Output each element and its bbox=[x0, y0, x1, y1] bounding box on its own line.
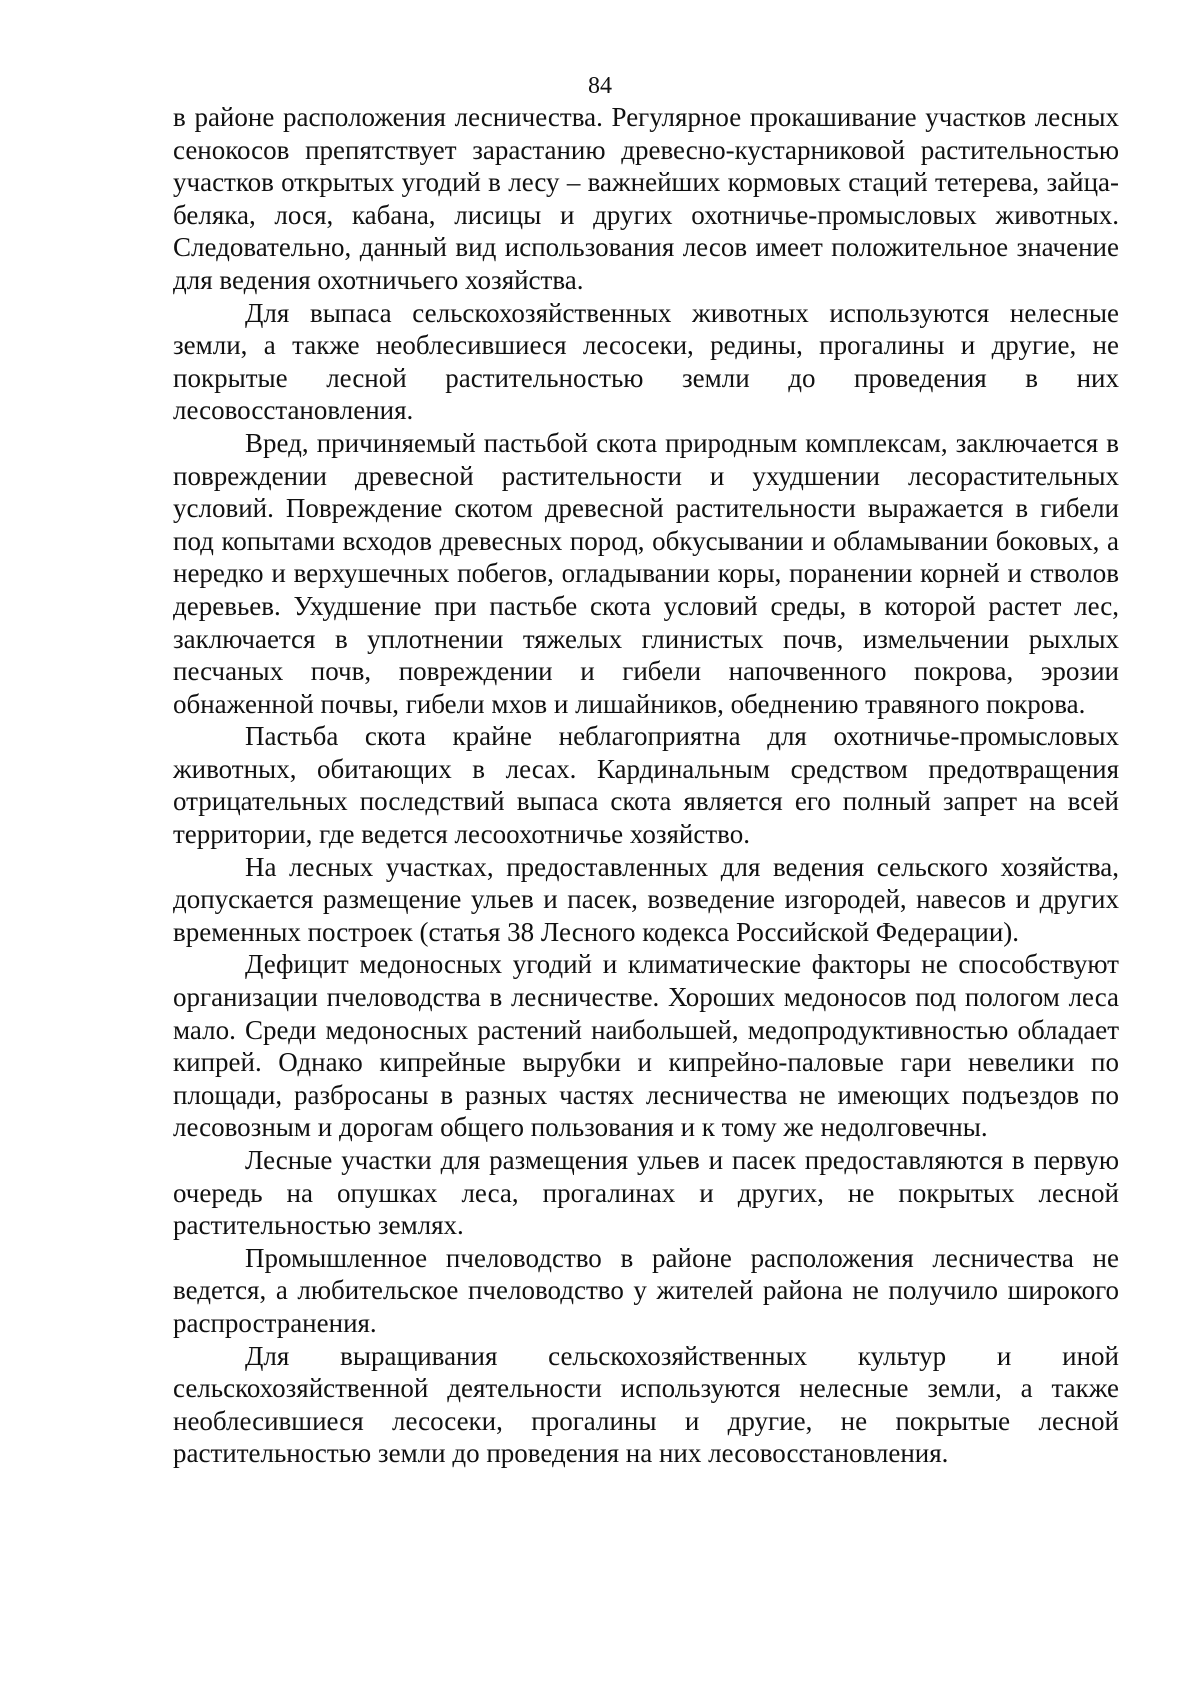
paragraph-9: Для выращивания сельскохозяйственных культур и иной сельскохозяйственной деятельности используются нелесные земли, а также необлесившиеся лесосеки, прогалины и другие, не покрытые лесной растительностью земли до проведения на них лесовосстановления. bbox=[173, 1340, 1119, 1469]
paragraph-1: в районе расположения лесничества. Регулярное прокашивание участков лесных сенокосов препятствует зарастанию древесно-кустарниковой растительностью участков открытых угодий в лесу – важнейших кормовых стаций тетерева, зайца-беляка, лося, кабана, лисицы и других охотничье-промысловых животных. Следовательно, данный вид использования лесов имеет положительное значение для ведения охотничьего хозяйства. bbox=[173, 102, 1119, 295]
paragraph-3: Вред, причиняемый пастьбой скота природным комплексам, заключается в повреждении древесной растительности и ухудшении лесорастительных условий. Повреждение скотом древесной растительности выражается в гибели под копытами всходов древесных пород, обкусывании и обламывании боковых, а нередко и верхушечных побегов, огладывании коры, поранении корней и стволов деревьев. Ухудшение при пастьбе скота условий среды, в которой растет лес, заключается в уплотнении тяжелых глинистых почв, измельчении рыхлых песчаных почв, повреждении и гибели напочвенного покрова, эрозии обнаженной почвы, гибели мхов и лишайников, обеднению травяного покрова. bbox=[173, 427, 1119, 719]
paragraph-4: Пастьба скота крайне неблагоприятна для охотничье-промысловых животных, обитающих в лесах. Кардинальным средством предотвращения отрицательных последствий выпаса скота является его полный запрет на всей территории, где ведется лесоохотничье хозяйство. bbox=[173, 721, 1119, 850]
page-number: 84 bbox=[588, 73, 612, 99]
paragraph-8: Промышленное пчеловодство в районе расположения лесничества не ведется, а любительское пчеловодство у жителей района не получило широкого распространения. bbox=[173, 1242, 1119, 1338]
document-body bbox=[173, 101, 1119, 1470]
paragraph-5: На лесных участках, предоставленных для ведения сельского хозяйства, допускается размещение ульев и пасек, возведение изгородей, навесов и других временных построек (статья 38 Лесного кодекса Российской Федерации). bbox=[173, 851, 1119, 947]
paragraph-2: Для выпаса сельскохозяйственных животных используются нелесные земли, а также необлесившиеся лесосеки, редины, прогалины и другие, не покрытые лесной растительностью земли до проведения в них лесовосстановления. bbox=[173, 297, 1119, 426]
paragraph-6: Дефицит медоносных угодий и климатические факторы не способствуют организации пчеловодства в лесничестве. Хороших медоносов под пологом леса мало. Среди медоносных растений наибольшей, медопродуктивностью обладает кипрей. Однако кипрейные вырубки и кипрейно-паловые гари невелики по площади, разбросаны в разных частях лесничества не имеющих подъездов по лесовозным и дорогам общего пользования и к тому же недолговечны. bbox=[173, 949, 1119, 1143]
paragraph-7: Лесные участки для размещения ульев и пасек предоставляются в первую очередь на опушках леса, прогалинах и других, не покрытых лесной растительностью землях. bbox=[173, 1145, 1119, 1241]
